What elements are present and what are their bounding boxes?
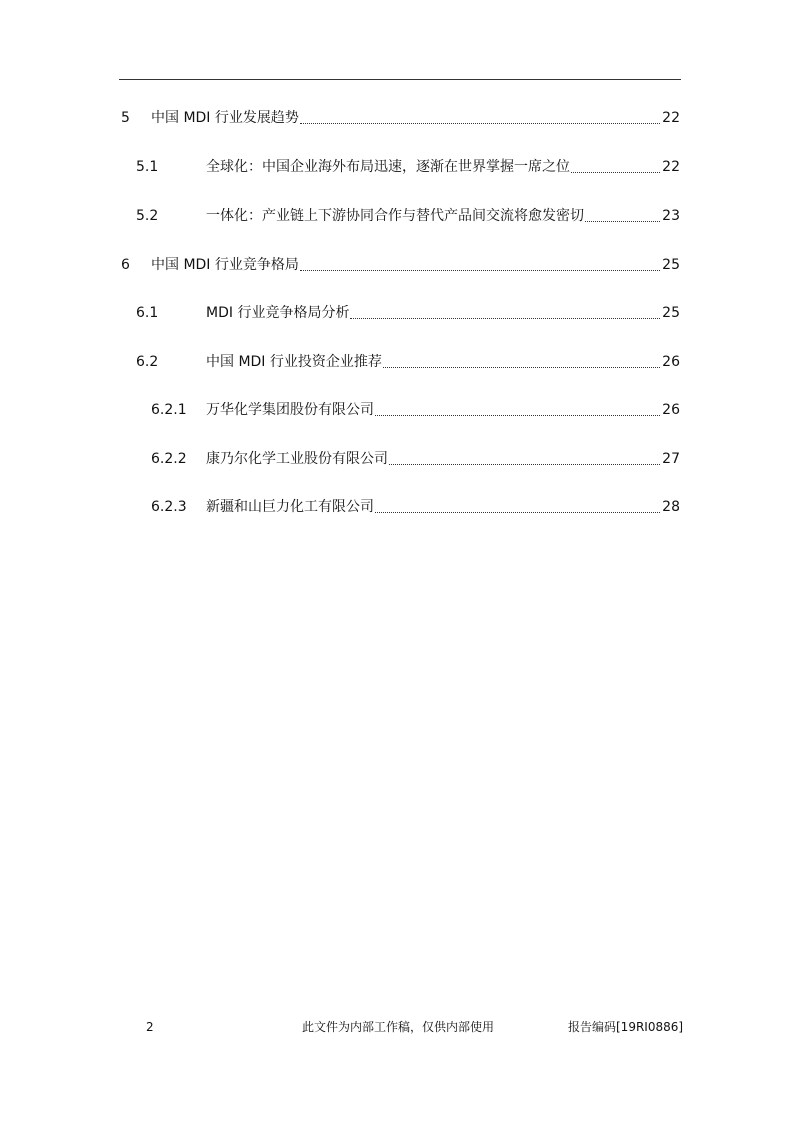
toc-entry-title: 一体化：产业链上下游协同合作与替代产品间交流将愈发密切 [206,208,584,224]
toc-dot-leader [350,303,660,323]
toc-entry-page: 26 [662,354,680,370]
toc-entry-number: 5 [121,110,130,126]
toc-entry-number: 5.1 [136,159,159,175]
toc-entry-title: 新疆和山巨力化工有限公司 [206,499,374,515]
toc-entry-5-2[interactable] [136,206,680,226]
toc-entry-5[interactable] [121,108,680,128]
toc-dot-leader [571,157,660,177]
toc-dot-leader [375,497,660,517]
toc-entry-title: 中国 MDI 行业竞争格局 [151,257,299,273]
toc-entry-number: 6.2 [136,354,159,370]
toc-dot-leader [383,352,660,372]
toc-entry-number: 6.1 [136,305,159,321]
toc-entry-6-2[interactable] [136,352,680,372]
toc-entry-page: 25 [662,305,680,321]
footer-page-number: 2 [146,1020,154,1034]
toc-entry-page: 28 [662,499,680,515]
toc-entry-title: 万华化学集团股份有限公司 [206,402,374,418]
table-of-contents [0,0,800,560]
toc-entry-number: 6.2.3 [151,499,187,515]
toc-entry-page: 22 [662,110,680,126]
toc-entry-title: 中国 MDI 行业投资企业推荐 [206,354,382,370]
toc-entry-number: 6.2.1 [151,402,187,418]
toc-entry-6[interactable] [121,255,680,275]
toc-entry-page: 26 [662,402,680,418]
toc-entry-page: 27 [662,451,680,467]
toc-entry-page: 22 [662,159,680,175]
toc-entry-6-1[interactable] [136,303,680,323]
page-footer [0,1017,800,1037]
toc-entry-title: 中国 MDI 行业发展趋势 [151,110,299,126]
toc-entry-6-2-3[interactable] [151,497,680,517]
toc-entry-6-2-2[interactable] [151,449,680,469]
toc-entry-page: 23 [662,208,680,224]
toc-dot-leader [300,108,660,128]
footer-report-code: 报告编码[19RI0886] [568,1020,684,1034]
footer-notice: 此文件为内部工作稿，仅供内部使用 [302,1020,495,1034]
toc-entry-number: 6 [121,257,130,273]
toc-entry-page: 25 [662,257,680,273]
toc-dot-leader [375,400,660,420]
toc-entry-number: 5.2 [136,208,159,224]
toc-entry-6-2-1[interactable] [151,400,680,420]
toc-entry-title: 康乃尔化学工业股份有限公司 [206,451,388,467]
toc-entry-number: 6.2.2 [151,451,187,467]
toc-entry-5-1[interactable] [136,157,680,177]
toc-dot-leader [585,206,660,226]
toc-entry-title: MDI 行业竞争格局分析 [206,305,350,321]
toc-entry-title: 全球化：中国企业海外布局迅速，逐渐在世界掌握一席之位 [206,159,570,175]
toc-dot-leader [300,255,660,275]
toc-dot-leader [389,449,660,469]
